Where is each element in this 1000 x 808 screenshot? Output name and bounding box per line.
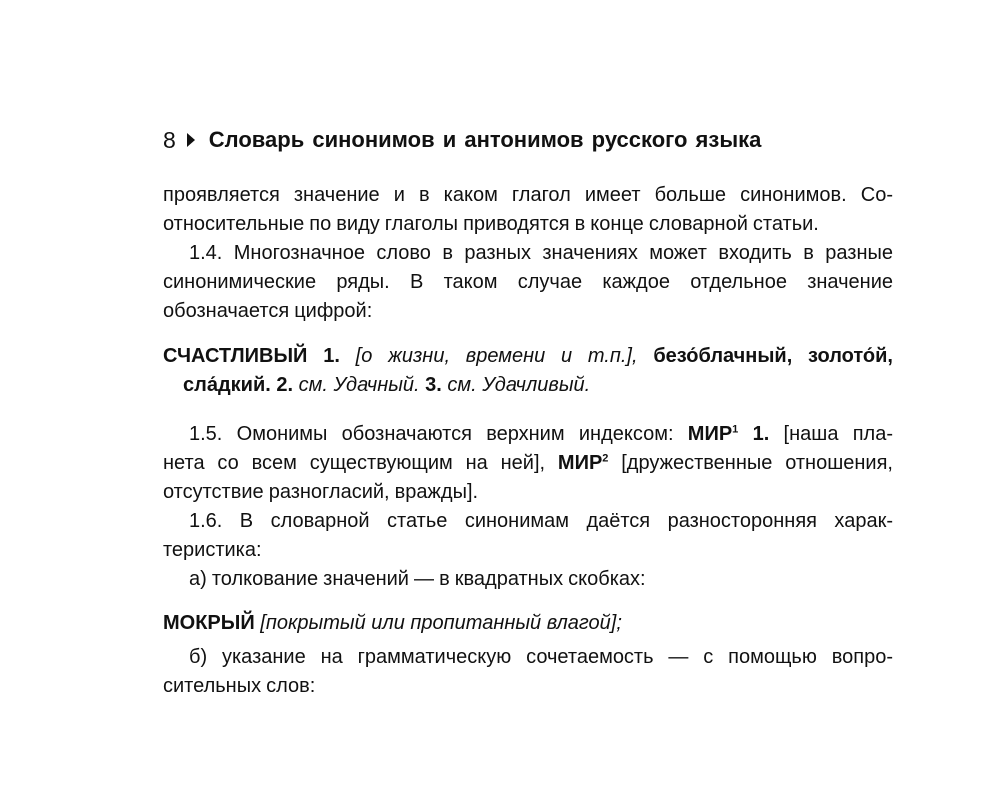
text-span: нета со всем существующим на ней], (163, 452, 546, 474)
running-header (163, 122, 893, 158)
text-span: [наша пла- (783, 423, 893, 445)
homonym-word (688, 423, 739, 445)
entry-headword: СЧАСТЛИВЫЙ (163, 345, 308, 367)
cross-reference: см. Удачный. (298, 374, 420, 396)
text-line (163, 449, 893, 478)
text-line: синонимические ряды. В таком случае каждое отдельное значение (163, 271, 893, 293)
text-line: б) указание на грамматическую сочетаемость — с помощью вопро- (189, 646, 893, 668)
dictionary-entry-mokryy (163, 609, 893, 638)
homonym-index: 2 (602, 452, 609, 465)
book-title: Словарь синонимов и антонимов русского языка (208, 127, 762, 152)
sense-gloss: [покрытый или пропитанный влагой]; (260, 612, 622, 634)
text-line: 1.4. Многозначное слово в разных значениях может входить в разные (189, 242, 893, 264)
sense-number: 1. (323, 345, 340, 367)
synonyms: безо́блачный, золото́й, (653, 345, 893, 367)
text-line: проявляется значение и в каком глагол имеет больше синонимов. Со- (163, 184, 893, 206)
paragraph-continued (163, 181, 893, 239)
homonym-word (558, 452, 609, 474)
text-line (163, 420, 893, 449)
text-line: а) толкование значений — в квадратных скобках: (189, 568, 646, 590)
paragraph-1-4 (163, 239, 893, 326)
text-line: отсутствие разногласий, вражды]. (163, 481, 479, 503)
text-line: обозначается цифрой: (163, 300, 373, 322)
paragraph-1-6 (163, 507, 893, 594)
homonym-text: МИР (557, 452, 603, 474)
text-line: теристика: (163, 539, 262, 561)
text-line: сительных слов: (163, 675, 316, 697)
paragraph-b (163, 643, 893, 701)
text-line: относительные по виду глаголы приводятся в конце словарной статьи. (163, 213, 819, 235)
text-span: 1.5. Омонимы обозначаются верхним индексом: (189, 423, 674, 445)
paragraph-1-5 (163, 420, 893, 507)
synonym: сла́дкий. (183, 374, 271, 396)
entry-line (163, 609, 893, 638)
entry-headword: МОКРЫЙ (163, 612, 255, 634)
text-span: [дружественные отношения, (621, 452, 893, 474)
entry-line (163, 371, 893, 400)
sense-number: 2. (276, 374, 294, 396)
entry-line (163, 342, 893, 371)
sense-gloss: [о жизни, времени и т.п.], (355, 345, 638, 367)
cross-reference: см. Удачливый. (447, 374, 591, 396)
triangle-right-icon (187, 133, 195, 147)
homonym-index: 1 (732, 423, 739, 436)
page-number: 8 (163, 126, 176, 153)
sense-number: 1. (752, 423, 770, 445)
dictionary-entry-schastlivyy (163, 342, 893, 400)
text-line: 1.6. В словарной статье синонимам даётся разносторонняя харак- (189, 510, 893, 532)
homonym-text: МИР (687, 423, 733, 445)
sense-number: 3. (425, 374, 442, 396)
